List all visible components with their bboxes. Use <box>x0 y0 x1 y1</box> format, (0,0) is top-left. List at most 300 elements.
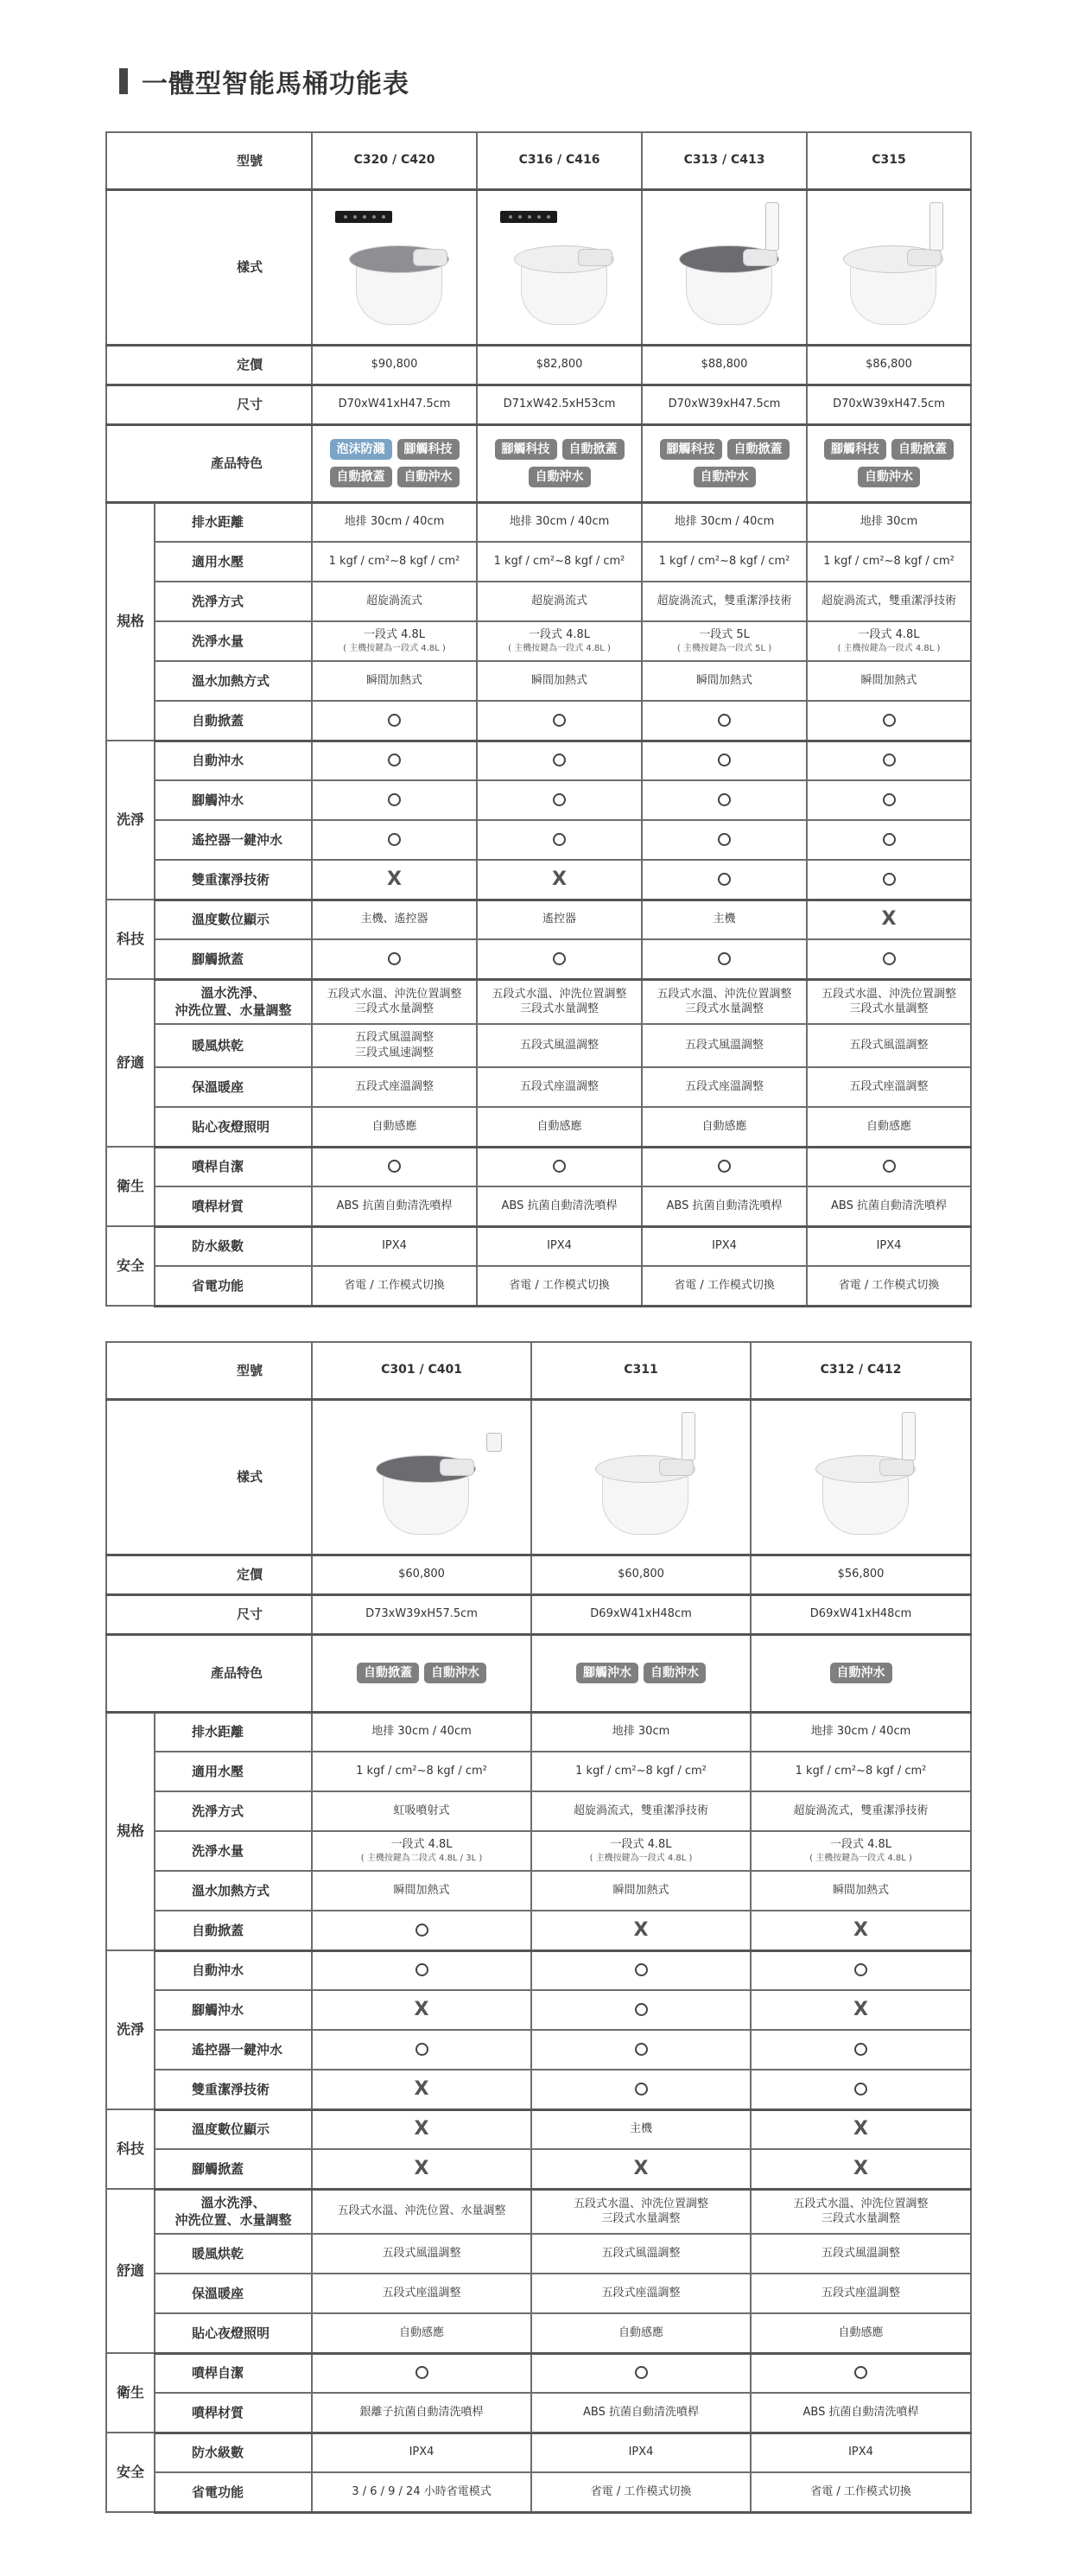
spec-value <box>531 2149 751 2189</box>
text-line: 五段式水溫、沖洗位置調整 <box>793 2197 929 2210</box>
check-circle-icon <box>883 952 896 965</box>
spec-row <box>106 2274 971 2313</box>
tank-shape <box>743 249 777 266</box>
spec-value: ABS 抗菌自動清洗噴桿 <box>312 1186 477 1226</box>
spec-value: 五段式風溫調整 <box>531 2234 751 2274</box>
style-cell <box>477 189 642 345</box>
feature-name: 防水級數 <box>155 1226 312 1266</box>
spec-value: 地排 30cm <box>807 502 971 542</box>
check-circle-icon <box>718 754 731 766</box>
remote-control-icon <box>486 1433 502 1452</box>
text-line: 五段式水溫、沖洗位置調整 <box>574 2197 709 2210</box>
value-text: 一段式 4.8L <box>858 628 920 642</box>
spec-value <box>807 1147 971 1186</box>
check-circle-icon <box>415 1963 428 1976</box>
feature-name: 適用水壓 <box>155 1752 312 1791</box>
size-cell: D71xW42.5xH53cm <box>477 385 642 424</box>
spec-value: 自動感應 <box>477 1107 642 1147</box>
spec-value: 自動感應 <box>312 2313 531 2353</box>
feature-tag: 自動沖水 <box>694 467 756 487</box>
spec-value <box>751 1831 971 1871</box>
check-circle-icon <box>388 793 401 806</box>
spec-value: 瞬間加熱式 <box>312 1871 531 1911</box>
text-line: 溫水洗淨、 <box>200 985 266 1001</box>
check-circle-icon <box>635 2003 648 2016</box>
spec-value <box>477 820 642 860</box>
spec-row <box>106 1712 971 1752</box>
features-cell <box>531 1634 751 1712</box>
tank-shape <box>578 249 612 266</box>
check-circle-icon <box>883 754 896 766</box>
feature-name: 遙控器一鍵沖水 <box>155 2030 312 2070</box>
model-cell: C312 / C412 <box>751 1342 971 1399</box>
spec-value: 五段式座溫調整 <box>312 1067 477 1107</box>
category-hygiene: 衛生 <box>106 2353 155 2433</box>
features-cell <box>312 1634 531 1712</box>
spec-value: 主機、遙控器 <box>312 900 477 939</box>
tank-shape <box>659 1459 694 1476</box>
check-circle-icon <box>854 2366 867 2379</box>
feature-name: 自動掀蓋 <box>155 701 312 741</box>
row-style <box>106 189 971 345</box>
spec-value: 瞬間加熱式 <box>751 1871 971 1911</box>
heading-marker <box>119 68 128 94</box>
spec-value <box>531 1990 751 2030</box>
spec-value: 五段式風溫調整 <box>751 2234 971 2274</box>
feature-tag: 自動沖水 <box>397 467 460 487</box>
price-cell: $90,800 <box>312 345 477 385</box>
row-model <box>106 132 971 189</box>
spec-row <box>106 1911 971 1950</box>
spec-value <box>642 621 807 661</box>
category-spec: 規格 <box>106 502 155 741</box>
value-text: 一段式 4.8L <box>390 1838 453 1852</box>
spec-value <box>312 2149 531 2189</box>
model-cell: C301 / C401 <box>312 1342 531 1399</box>
feature-name: 噴桿材質 <box>155 2393 312 2433</box>
spec-value <box>312 1950 531 1990</box>
spec-value: 地排 30cm / 40cm <box>751 1712 971 1752</box>
text-line: 三段式水量調整 <box>685 1002 764 1016</box>
spec-value <box>312 1990 531 2030</box>
feature-tags <box>481 439 637 487</box>
value-note: ( 主機按鍵為一段式 4.8L ) <box>589 1854 693 1864</box>
price-cell: $56,800 <box>751 1555 971 1594</box>
spec-value <box>642 780 807 820</box>
style-cell <box>807 189 971 345</box>
feature-name: 溫度數位顯示 <box>155 900 312 939</box>
check-circle-icon <box>635 2043 648 2056</box>
row-size <box>106 1594 971 1634</box>
spec-value: 1 kgf / cm²~8 kgf / cm² <box>751 1752 971 1791</box>
spec-row <box>106 1266 971 1306</box>
value-text: 一段式 4.8L <box>829 1838 892 1852</box>
text-line: 五段式水溫、沖洗位置調整 <box>821 987 957 1001</box>
spec-value: IPX4 <box>531 2433 751 2472</box>
feature-tag: 自動沖水 <box>858 467 920 487</box>
remote-control-icon <box>902 1412 916 1460</box>
remote-control-icon <box>500 211 557 223</box>
spec-value: 五段式風溫調整 <box>477 1024 642 1067</box>
text-line: 三段式水量調整 <box>849 1002 929 1016</box>
size-label: 尺寸 <box>106 1594 312 1634</box>
spec-value: 3 / 6 / 9 / 24 小時省電模式 <box>312 2472 531 2512</box>
spec-value: 自動感應 <box>531 2313 751 2353</box>
spec-row <box>106 741 971 780</box>
value-text: 一段式 4.8L <box>363 628 426 642</box>
spec-value <box>751 1990 971 2030</box>
check-circle-icon <box>553 793 566 806</box>
spec-value <box>312 1147 477 1186</box>
spec-value: 1 kgf / cm²~8 kgf / cm² <box>807 542 971 582</box>
feature-name: 洗淨水量 <box>155 621 312 661</box>
category-safety: 安全 <box>106 1226 155 1306</box>
check-circle-icon <box>553 952 566 965</box>
category-comfort: 舒適 <box>106 2189 155 2353</box>
spec-value: 超旋渦流式，雙重潔淨技術 <box>751 1791 971 1831</box>
spec-value: 省電 / 工作模式切換 <box>312 1266 477 1306</box>
spec-value <box>477 621 642 661</box>
size-cell: D69xW41xH48cm <box>751 1594 971 1634</box>
spec-value <box>312 1024 477 1067</box>
value-note: ( 主機按鍵為一段式 4.8L ) <box>508 644 611 654</box>
spec-row <box>106 1791 971 1831</box>
spec-row <box>106 1107 971 1147</box>
check-circle-icon <box>388 754 401 766</box>
feature-name: 暖風烘乾 <box>155 1024 312 1067</box>
spec-value <box>807 780 971 820</box>
spec-value <box>531 2189 751 2234</box>
value-note: ( 主機按鍵為一段式 5L ) <box>676 644 772 654</box>
spec-row <box>106 1831 971 1871</box>
spec-value <box>751 1950 971 1990</box>
spec-value <box>751 2109 971 2149</box>
spec-row <box>106 2070 971 2109</box>
spec-row <box>106 2393 971 2433</box>
text-line: 三段式水量調整 <box>821 2212 901 2226</box>
spec-value <box>312 2030 531 2070</box>
features-cell <box>477 424 642 502</box>
spec-value: 五段式風溫調整 <box>312 2234 531 2274</box>
feature-tag: 腳觸沖水 <box>576 1663 638 1683</box>
spec-value <box>751 1911 971 1950</box>
price-cell: $82,800 <box>477 345 642 385</box>
cross-icon: X <box>881 908 897 931</box>
size-cell: D69xW41xH48cm <box>531 1594 751 1634</box>
cross-icon: X <box>853 1999 868 2021</box>
size-label: 尺寸 <box>106 385 312 424</box>
feature-tag: 腳觸科技 <box>660 439 722 460</box>
spec-row <box>106 1990 971 2030</box>
tank-shape <box>879 1459 914 1476</box>
spec-row <box>106 780 971 820</box>
feature-name: 省電功能 <box>155 2472 312 2512</box>
spec-value <box>312 701 477 741</box>
cross-icon: X <box>414 2077 429 2100</box>
tank-shape <box>440 1459 474 1476</box>
model-cell: C320 / C420 <box>312 132 477 189</box>
check-circle-icon <box>718 1160 731 1173</box>
value-note: ( 主機按鍵為一段式 4.8L ) <box>837 644 941 654</box>
text-line: 三段式水量調整 <box>601 2212 681 2226</box>
spec-value: 1 kgf / cm²~8 kgf / cm² <box>312 542 477 582</box>
cross-icon: X <box>633 1918 649 1941</box>
cross-icon: X <box>853 1918 868 1941</box>
spec-value: 瞬間加熱式 <box>807 661 971 701</box>
check-circle-icon <box>883 793 896 806</box>
feature-tag: 自動沖水 <box>529 467 591 487</box>
spec-value: 五段式座溫調整 <box>751 2274 971 2313</box>
spec-value: 省電 / 工作模式切換 <box>642 1266 807 1306</box>
spec-table-1 <box>105 131 972 1307</box>
spec-row <box>106 2149 971 2189</box>
spec-value: 省電 / 工作模式切換 <box>807 1266 971 1306</box>
remote-control-icon <box>335 211 392 223</box>
spec-value <box>312 741 477 780</box>
spec-row <box>106 1226 971 1266</box>
price-label: 定價 <box>106 345 312 385</box>
spec-value <box>751 2070 971 2109</box>
spec-value: 遙控器 <box>477 900 642 939</box>
feature-tag: 自動掀蓋 <box>357 1663 419 1683</box>
cross-icon: X <box>552 868 567 890</box>
spec-value: 五段式風溫調整 <box>807 1024 971 1067</box>
cross-icon: X <box>414 2118 429 2140</box>
category-tech: 科技 <box>106 2109 155 2189</box>
spec-value: 省電 / 工作模式切換 <box>531 2472 751 2512</box>
row-size <box>106 385 971 424</box>
price-cell: $88,800 <box>642 345 807 385</box>
category-comfort: 舒適 <box>106 979 155 1147</box>
spec-value: 超旋渦流式，雙重潔淨技術 <box>807 582 971 621</box>
feature-tag: 自動沖水 <box>644 1663 706 1683</box>
spec-value: 自動感應 <box>751 2313 971 2353</box>
spec-value <box>312 780 477 820</box>
cross-icon: X <box>414 2157 429 2179</box>
spec-row <box>106 1950 971 1990</box>
spec-value <box>531 2030 751 2070</box>
model-cell: C315 <box>807 132 971 189</box>
feature-name <box>155 979 312 1024</box>
text-line: 五段式水溫、沖洗位置調整 <box>327 987 462 1001</box>
toilet-image <box>669 202 781 332</box>
text-line: 五段式風溫調整 <box>355 1031 435 1045</box>
spec-value <box>312 860 477 900</box>
spec-value <box>751 2030 971 2070</box>
feature-name: 噴桿自潔 <box>155 2353 312 2393</box>
style-label: 樣式 <box>106 1399 312 1555</box>
spec-value: 銀離子抗菌自動清洗噴桿 <box>312 2393 531 2433</box>
feature-tag: 泡沫防濺 <box>330 439 392 460</box>
spec-value: 1 kgf / cm²~8 kgf / cm² <box>642 542 807 582</box>
size-cell: D70xW39xH47.5cm <box>642 385 807 424</box>
spec-row <box>106 661 971 701</box>
feature-name: 自動掀蓋 <box>155 1911 312 1950</box>
spec-value <box>477 939 642 979</box>
size-cell: D70xW41xH47.5cm <box>312 385 477 424</box>
spec-value <box>312 939 477 979</box>
feature-name: 洗淨方式 <box>155 582 312 621</box>
check-circle-icon <box>718 833 731 846</box>
check-circle-icon <box>635 2366 648 2379</box>
spec-value <box>477 979 642 1024</box>
value-text: 一段式 4.8L <box>528 628 591 642</box>
spec-value: 虹吸噴射式 <box>312 1791 531 1831</box>
value-text: 一段式 5L <box>699 628 750 642</box>
spec-row <box>106 502 971 542</box>
spec-value <box>312 2070 531 2109</box>
style-cell <box>751 1399 971 1555</box>
spec-value: 瞬間加熱式 <box>312 661 477 701</box>
check-circle-icon <box>388 833 401 846</box>
spec-value: 五段式風溫調整 <box>642 1024 807 1067</box>
feature-tag: 自動掀蓋 <box>891 439 954 460</box>
spec-value: 地排 30cm / 40cm <box>642 502 807 542</box>
check-circle-icon <box>388 1160 401 1173</box>
toilet-image <box>339 202 451 332</box>
check-circle-icon <box>553 1160 566 1173</box>
spec-value: 瞬間加熱式 <box>477 661 642 701</box>
feature-name: 噴桿材質 <box>155 1186 312 1226</box>
features-cell <box>642 424 807 502</box>
spec-value <box>807 621 971 661</box>
spec-value: 超旋渦流式 <box>312 582 477 621</box>
spec-value: 超旋渦流式，雙重潔淨技術 <box>642 582 807 621</box>
spec-value <box>642 1147 807 1186</box>
row-model <box>106 1342 971 1399</box>
spec-row <box>106 2472 971 2512</box>
model-cell: C313 / C413 <box>642 132 807 189</box>
remote-control-icon <box>765 202 779 251</box>
row-style <box>106 1399 971 1555</box>
spec-value: 瞬間加熱式 <box>642 661 807 701</box>
toilet-image <box>585 1412 697 1542</box>
feature-tag: 自動沖水 <box>830 1663 892 1683</box>
spec-row <box>106 2353 971 2393</box>
check-circle-icon <box>553 714 566 727</box>
feature-tag: 自動掀蓋 <box>330 467 392 487</box>
spec-value <box>477 741 642 780</box>
feature-name: 防水級數 <box>155 2433 312 2472</box>
check-circle-icon <box>635 1963 648 1976</box>
check-circle-icon <box>553 754 566 766</box>
feature-tags <box>316 439 473 487</box>
cross-icon: X <box>853 2157 868 2179</box>
spec-value: 地排 30cm / 40cm <box>312 502 477 542</box>
spec-value: 地排 30cm / 40cm <box>312 1712 531 1752</box>
feature-name: 貼心夜燈照明 <box>155 1107 312 1147</box>
spec-value: 自動感應 <box>642 1107 807 1147</box>
feature-name: 暖風烘乾 <box>155 2234 312 2274</box>
page-title: 一體型智能馬桶功能表 <box>142 69 409 99</box>
features-cell <box>807 424 971 502</box>
spec-value: 五段式座溫調整 <box>477 1067 642 1107</box>
spec-value: ABS 抗菌自動清洗噴桿 <box>477 1186 642 1226</box>
text-line: 三段式水量調整 <box>520 1002 599 1016</box>
spec-value: 地排 30cm <box>531 1712 751 1752</box>
style-cell <box>531 1399 751 1555</box>
tank-shape <box>413 249 447 266</box>
model-cell: C311 <box>531 1342 751 1399</box>
tank-shape <box>907 249 942 266</box>
style-label: 樣式 <box>106 189 312 345</box>
remote-control-icon <box>682 1412 695 1460</box>
spec-row <box>106 820 971 860</box>
check-circle-icon <box>718 952 731 965</box>
row-features <box>106 1634 971 1712</box>
spec-row <box>106 939 971 979</box>
spec-value: 1 kgf / cm²~8 kgf / cm² <box>531 1752 751 1791</box>
feature-name <box>155 2189 312 2234</box>
spec-row <box>106 2030 971 2070</box>
value-text: 一段式 4.8L <box>610 1838 672 1852</box>
check-circle-icon <box>854 2043 867 2056</box>
spec-value: ABS 抗菌自動清洗噴桿 <box>531 2393 751 2433</box>
spec-value <box>807 979 971 1024</box>
spec-value: 1 kgf / cm²~8 kgf / cm² <box>312 1752 531 1791</box>
price-label: 定價 <box>106 1555 312 1594</box>
spec-value: 五段式水溫、沖洗位置、水量調整 <box>312 2189 531 2234</box>
spec-row <box>106 1067 971 1107</box>
spec-row <box>106 1871 971 1911</box>
check-circle-icon <box>553 833 566 846</box>
feature-name: 腳觸掀蓋 <box>155 939 312 979</box>
spec-value: 瞬間加熱式 <box>531 1871 751 1911</box>
spec-value: 五段式座溫調整 <box>642 1067 807 1107</box>
spec-value <box>312 1911 531 1950</box>
spec-value: 超旋渦流式，雙重潔淨技術 <box>531 1791 751 1831</box>
feature-tag: 腳觸科技 <box>824 439 886 460</box>
spec-value: IPX4 <box>312 1226 477 1266</box>
spec-value <box>642 741 807 780</box>
spec-value <box>751 2189 971 2234</box>
text-line: 五段式水溫、沖洗位置調整 <box>492 987 627 1001</box>
spec-value: 主機 <box>642 900 807 939</box>
spec-value <box>807 939 971 979</box>
spec-value <box>807 860 971 900</box>
spec-value <box>642 820 807 860</box>
feature-name: 腳觸沖水 <box>155 780 312 820</box>
feature-tag: 腳觸科技 <box>397 439 460 460</box>
toilet-image <box>805 1412 917 1542</box>
spec-row <box>106 860 971 900</box>
text-line: 沖洗位置、水量調整 <box>174 1002 292 1019</box>
spec-value <box>642 939 807 979</box>
spec-value <box>477 780 642 820</box>
spec-value <box>312 2109 531 2149</box>
price-cell: $60,800 <box>531 1555 751 1594</box>
spec-value: 省電 / 工作模式切換 <box>477 1266 642 1306</box>
spec-value <box>751 2149 971 2189</box>
text-line: 五段式水溫、沖洗位置調整 <box>657 987 792 1001</box>
spec-value <box>642 860 807 900</box>
spec-value: 五段式座溫調整 <box>807 1067 971 1107</box>
check-circle-icon <box>854 2083 867 2096</box>
features-cell <box>751 1634 971 1712</box>
feature-tags <box>316 1663 527 1683</box>
feature-name: 腳觸掀蓋 <box>155 2149 312 2189</box>
spec-value: 1 kgf / cm²~8 kgf / cm² <box>477 542 642 582</box>
category-wash: 洗淨 <box>106 741 155 900</box>
feature-name: 洗淨方式 <box>155 1791 312 1831</box>
row-features <box>106 424 971 502</box>
size-cell: D73xW39xH57.5cm <box>312 1594 531 1634</box>
feature-tags <box>536 1663 746 1683</box>
feature-name: 省電功能 <box>155 1266 312 1306</box>
spec-value: 五段式座溫調整 <box>531 2274 751 2313</box>
spec-row <box>106 542 971 582</box>
size-cell: D70xW39xH47.5cm <box>807 385 971 424</box>
